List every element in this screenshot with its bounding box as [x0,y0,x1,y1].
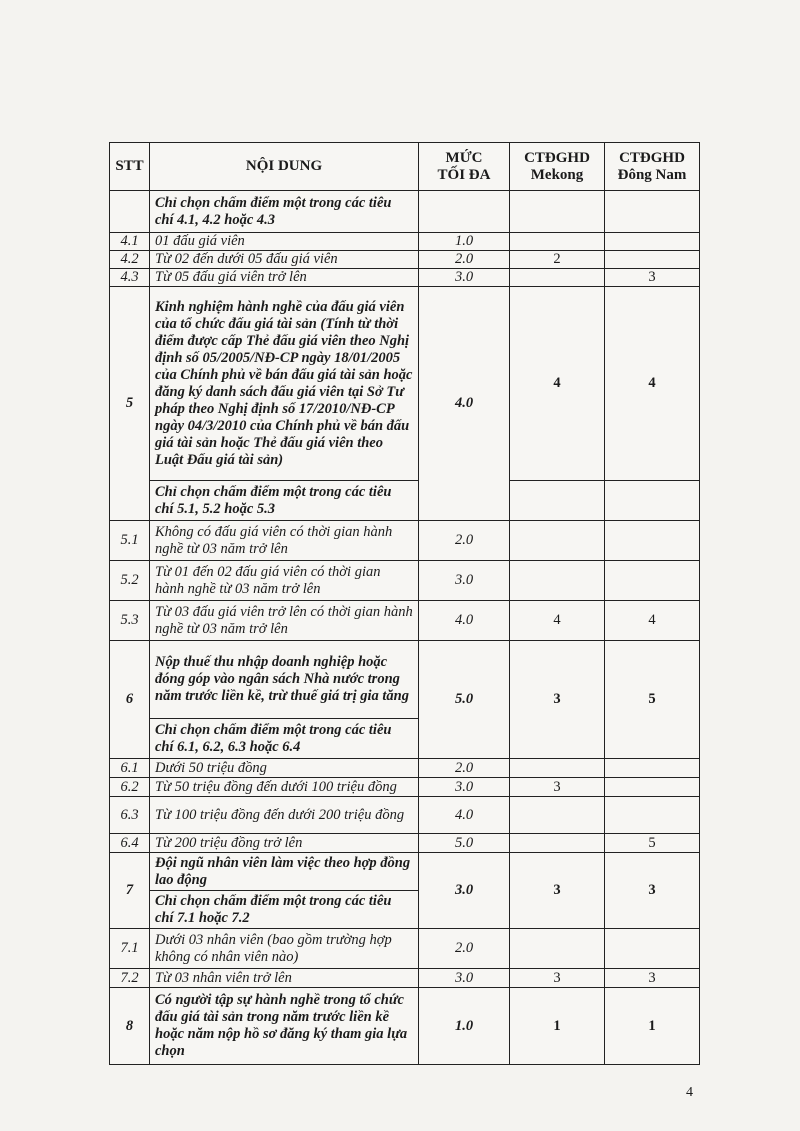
cell-dongnam [605,233,700,251]
page-number: 4 [686,1085,693,1100]
cell-mekong: 3 [510,853,605,929]
header-mekong: CTĐGHD Mekong [510,143,605,191]
cell-dongnam-empty [605,481,700,521]
cell-mekong: 3 [510,969,605,988]
cell-max: 3.0 [419,561,510,601]
cell-stt: 4.3 [110,269,150,287]
cell-mekong: 3 [510,778,605,797]
table-row [110,561,700,601]
cell-max: 2.0 [419,521,510,561]
cell-content: Từ 02 đến dưới 05 đấu giá viên [150,251,419,269]
cell-dongnam [605,778,700,797]
cell-dongnam: 5 [605,641,700,759]
cell-dongnam: 3 [605,269,700,287]
cell-dongnam: 3 [605,853,700,929]
cell-stt: 6.2 [110,778,150,797]
cell-max: 3.0 [419,853,510,929]
cell-dongnam: 4 [605,287,700,481]
cell-sub-content: Chỉ chọn chấm điểm một trong các tiêu chí 6.1, 6.2, 6.3 hoặc 6.4 [150,719,419,759]
table-row [110,521,700,561]
cell-content: Dưới 50 triệu đồng [150,759,419,778]
cell-dongnam [605,251,700,269]
cell-max: 1.0 [419,233,510,251]
cell-content: Từ 05 đấu giá viên trở lên [150,269,419,287]
table-row [110,191,700,233]
header-noi-dung: NỘI DUNG [150,143,419,191]
cell-content: Có người tập sự hành nghề trong tổ chức đấu giá tài sản trong năm trước liền kề hoặc năm nộp hồ sơ đăng ký tham gia lựa chọn [150,988,419,1065]
cell-mekong-empty [510,481,605,521]
cell-content: Nộp thuế thu nhập doanh nghiệp hoặc đóng góp vào ngân sách Nhà nước trong năm trước liền kề, trừ thuế giá trị gia tăng [150,641,419,719]
cell-dongnam: 3 [605,969,700,988]
cell-mekong [510,759,605,778]
cell-dongnam: 4 [605,601,700,641]
cell-content: 01 đấu giá viên [150,233,419,251]
cell-stt: 8 [110,988,150,1065]
cell-mekong [510,233,605,251]
cell-stt: 7.1 [110,929,150,969]
cell-max: 2.0 [419,759,510,778]
table-row [110,251,700,269]
cell-max: 4.0 [419,797,510,834]
cell-stt: 6.1 [110,759,150,778]
cell-stt: 5 [110,287,150,521]
cell-mekong [510,561,605,601]
cell-mekong: 3 [510,641,605,759]
cell-sub-content: Chỉ chọn chấm điểm một trong các tiêu chí 5.1, 5.2 hoặc 5.3 [150,481,419,521]
table-row [110,969,700,988]
cell-max: 2.0 [419,929,510,969]
table-row [110,929,700,969]
cell-mekong [510,797,605,834]
cell-dongnam [605,759,700,778]
cell-content: Kinh nghiệm hành nghề của đấu giá viên của tổ chức đấu giá tài sản (Tính từ thời điểm được cấp Thẻ đấu giá viên theo Nghị định số 05/2005/NĐ-CP ngày 18/01/2005 của Chính phủ về bán đấu giá tài sản hoặc đăng ký danh sách đấu giá viên tại Sở Tư pháp theo Nghị định số 17/2010/NĐ-CP ngày 04/3/2010 của Chính phủ về bán đấu giá tài sản hoặc Thẻ đấu giá viên theo Luật Đấu giá tài sản) [150,287,419,481]
cell-dongnam [605,929,700,969]
cell-dongnam [605,561,700,601]
cell-max [419,191,510,233]
cell-stt: 6.3 [110,797,150,834]
scoring-table [109,142,700,1065]
cell-stt: 5.2 [110,561,150,601]
table-row [110,797,700,834]
table-row [110,988,700,1065]
cell-mekong [510,191,605,233]
header-muc-toi-da: MỨC TỐI ĐA [419,143,510,191]
cell-stt: 7 [110,853,150,929]
cell-max: 2.0 [419,251,510,269]
cell-content: Từ 100 triệu đồng đến dưới 200 triệu đồng [150,797,419,834]
table-row [110,778,700,797]
cell-mekong: 1 [510,988,605,1065]
cell-stt: 4.1 [110,233,150,251]
cell-dongnam [605,797,700,834]
cell-dongnam [605,521,700,561]
cell-max: 1.0 [419,988,510,1065]
cell-mekong [510,929,605,969]
table-subrow [110,481,700,521]
table-row [110,269,700,287]
cell-max: 3.0 [419,969,510,988]
cell-sub-content: Chỉ chọn chấm điểm một trong các tiêu chí 7.1 hoặc 7.2 [150,891,419,929]
table-row [110,759,700,778]
cell-mekong: 4 [510,601,605,641]
cell-max: 4.0 [419,601,510,641]
cell-content: Chỉ chọn chấm điểm một trong các tiêu chí 4.1, 4.2 hoặc 4.3 [150,191,419,233]
table-row [110,601,700,641]
cell-content: Từ 03 đấu giá viên trở lên có thời gian hành nghề từ 03 năm trở lên [150,601,419,641]
cell-content: Đội ngũ nhân viên làm việc theo hợp đồng lao động [150,853,419,891]
cell-content: Từ 01 đến 02 đấu giá viên có thời gian hành nghề từ 03 năm trở lên [150,561,419,601]
table-row [110,287,700,481]
cell-stt: 6.4 [110,834,150,853]
scoring-table-wrapper [109,142,699,1065]
cell-stt: 6 [110,641,150,759]
cell-mekong: 2 [510,251,605,269]
cell-max: 5.0 [419,641,510,759]
header-stt: STT [110,143,150,191]
cell-max: 3.0 [419,269,510,287]
cell-mekong [510,269,605,287]
table-row [110,834,700,853]
cell-content: Không có đấu giá viên có thời gian hành nghề từ 03 năm trở lên [150,521,419,561]
cell-content: Từ 200 triệu đồng trở lên [150,834,419,853]
cell-stt: 4.2 [110,251,150,269]
table-row [110,641,700,719]
cell-content: Từ 50 triệu đồng đến dưới 100 triệu đồng [150,778,419,797]
cell-mekong [510,521,605,561]
cell-dongnam: 1 [605,988,700,1065]
header-dong-nam: CTĐGHD Đông Nam [605,143,700,191]
cell-max: 4.0 [419,287,510,521]
cell-max: 5.0 [419,834,510,853]
cell-mekong: 4 [510,287,605,481]
cell-mekong [510,834,605,853]
cell-max: 3.0 [419,778,510,797]
cell-dongnam [605,191,700,233]
cell-stt [110,191,150,233]
table-row [110,233,700,251]
table-header-row [110,143,700,191]
cell-content: Dưới 03 nhân viên (bao gồm trường hợp không có nhân viên nào) [150,929,419,969]
cell-stt: 5.3 [110,601,150,641]
cell-stt: 5.1 [110,521,150,561]
cell-content: Từ 03 nhân viên trở lên [150,969,419,988]
cell-stt: 7.2 [110,969,150,988]
table-row [110,853,700,891]
cell-dongnam: 5 [605,834,700,853]
